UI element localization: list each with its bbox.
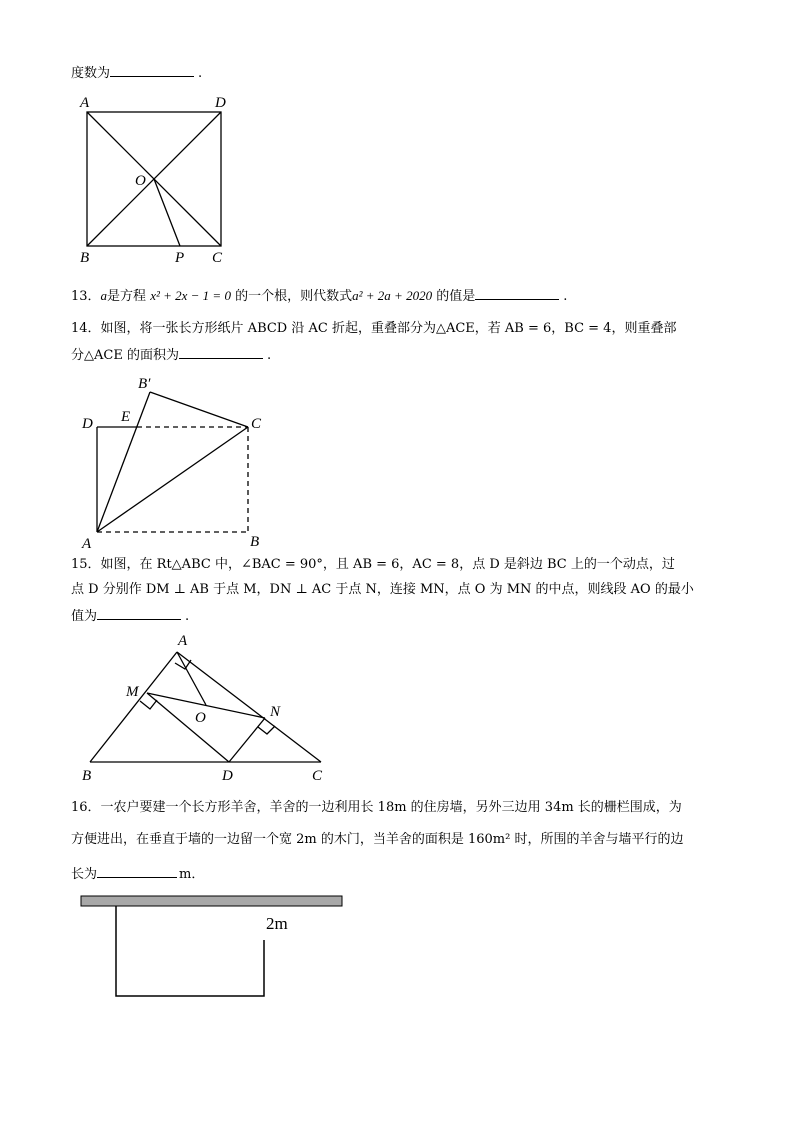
segment-op bbox=[154, 179, 180, 246]
segment-md bbox=[147, 693, 229, 762]
label-b-15: B bbox=[82, 768, 92, 784]
q14-end: . bbox=[266, 348, 272, 363]
label-b-14: B bbox=[250, 534, 260, 550]
label-n-15: N bbox=[270, 704, 281, 720]
q13-text-1: 是方程 bbox=[107, 289, 147, 304]
q13-equation: x² + 2x − 1 = 0 bbox=[150, 288, 231, 303]
label-c: C bbox=[212, 250, 223, 266]
q15-text-1: 15．如图，在 Rt△ABC 中，∠BAC = 90°，且 AB = 6，AC = 8，点 D 是斜边 BC 上的一个动点，过 bbox=[71, 557, 675, 572]
q13-number: 13． bbox=[71, 289, 101, 304]
question-14-line-1 bbox=[71, 320, 676, 338]
q13-text-3: 的值是 bbox=[436, 289, 476, 304]
q13-var-a: a bbox=[100, 288, 108, 303]
question-15-line-1 bbox=[71, 556, 675, 574]
q14-text-1: 14．如图，将一张长方形纸片 ABCD 沿 AC 折起，重叠部分为△ACE，若 AB = 6，BC = 4，则重叠部 bbox=[71, 321, 677, 336]
question-16-line-3 bbox=[71, 864, 204, 884]
q14-text-2: 分△ACE 的面积为 bbox=[71, 348, 179, 363]
door-width-label: 2m bbox=[266, 914, 288, 933]
label-a-14: A bbox=[82, 536, 92, 552]
label-d-14: D bbox=[82, 416, 93, 432]
answer-blank-14[interactable] bbox=[179, 345, 263, 359]
figure-folded-rectangle bbox=[97, 392, 248, 532]
right-angle-m bbox=[140, 700, 157, 709]
right-angle-n bbox=[258, 726, 275, 734]
question-15-line-2 bbox=[71, 581, 694, 599]
segment-ao bbox=[177, 652, 206, 705]
figure-right-triangle bbox=[90, 652, 321, 762]
side-b-prime-c bbox=[150, 392, 248, 427]
answer-blank-16[interactable] bbox=[97, 864, 177, 878]
q13-expression: a² + 2a + 2020 bbox=[352, 288, 433, 303]
label-d-15: D bbox=[222, 768, 233, 784]
label-b: B bbox=[80, 250, 90, 266]
answer-blank-13[interactable] bbox=[475, 286, 559, 300]
q16-text-3: 长为 bbox=[71, 867, 98, 882]
label-o: O bbox=[135, 173, 146, 189]
question-16-line-2 bbox=[71, 831, 683, 849]
q15-text-2: 点 D 分别作 DM ⊥ AB 于点 M，DN ⊥ AC 于点 N，连接 MN，点 O 为 MN 的中点，则线段 AO 的最小 bbox=[71, 582, 694, 597]
figure-sheep-pen bbox=[81, 896, 342, 996]
question-13 bbox=[71, 286, 567, 306]
label-a-15: A bbox=[178, 633, 188, 649]
label-p: P bbox=[175, 250, 185, 266]
q16-text-2: 方便进出，在垂直于墙的一边留一个宽 2m 的木门，当羊舍的面积是 160m² 时，所围的羊舍与墙平行的边 bbox=[71, 832, 684, 847]
label-e-14: E bbox=[121, 409, 131, 425]
segment-dn bbox=[229, 718, 265, 762]
house-wall bbox=[81, 896, 342, 906]
side-ac-15 bbox=[177, 652, 321, 762]
figure-square-abcd bbox=[87, 112, 221, 246]
answer-blank-15[interactable] bbox=[97, 606, 181, 620]
label-c-14: C bbox=[251, 416, 262, 432]
label-d: D bbox=[215, 95, 226, 111]
label-m-15: M bbox=[126, 684, 139, 700]
diagonal-ac-14 bbox=[97, 427, 248, 532]
fence-outline bbox=[116, 906, 264, 996]
q16-unit: m． bbox=[179, 867, 205, 882]
label-o-15: O bbox=[195, 710, 206, 726]
q15-text-3: 值为 bbox=[71, 609, 98, 624]
q16-text-1: 16．一农户要建一个长方形羊舍，羊舍的一边利用长 18m 的住房墙，另外三边用 34m 长的栅栏围成，为 bbox=[71, 800, 682, 815]
question-14-line-2 bbox=[71, 345, 271, 365]
label-b-prime: B′ bbox=[138, 376, 151, 392]
q12-end: . bbox=[198, 66, 203, 81]
q12-tail-text: 度数为 bbox=[71, 66, 111, 81]
question-15-line-3 bbox=[71, 606, 189, 626]
question-16-line-1 bbox=[71, 799, 682, 817]
q15-end: . bbox=[185, 609, 190, 624]
label-c-15: C bbox=[312, 768, 323, 784]
q13-text-2: 的一个根，则代数式 bbox=[235, 289, 353, 304]
label-a: A bbox=[80, 95, 90, 111]
q13-end: . bbox=[563, 289, 568, 304]
